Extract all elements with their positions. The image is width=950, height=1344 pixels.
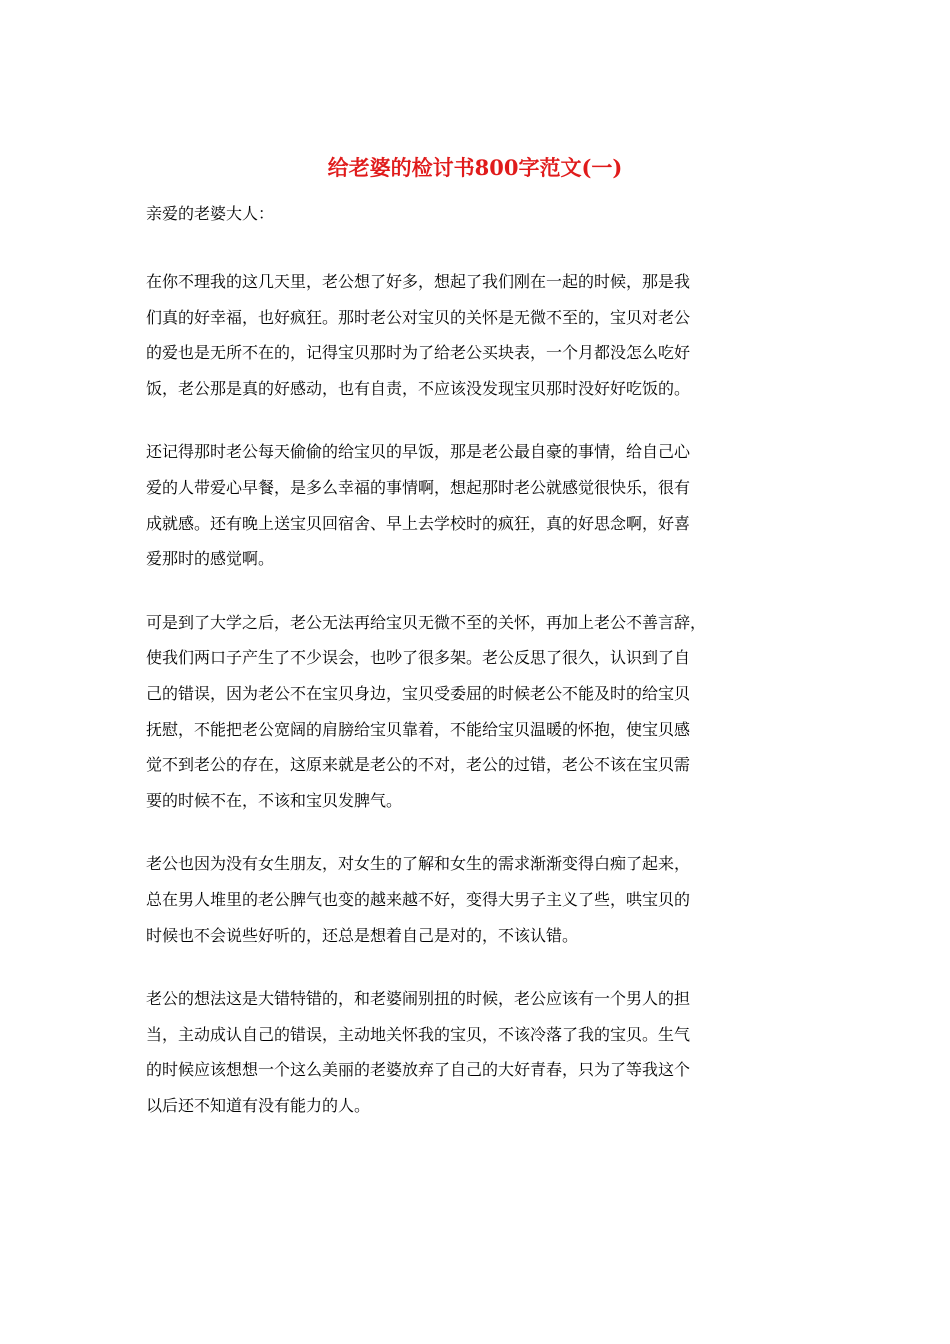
paragraph-line: 爱那时的感觉啊。 bbox=[146, 549, 275, 569]
paragraph-line: 老公也因为没有女生朋友，对女生的了解和女生的需求渐渐变得白痴了起来， bbox=[146, 854, 691, 874]
paragraph-line: 使我们两口子产生了不少误会，也吵了很多架。老公反思了很久，认识到了自 bbox=[146, 648, 691, 668]
paragraph bbox=[146, 846, 826, 953]
paragraph-line: 的时候应该想想一个这么美丽的老婆放弃了自己的大好青春，只为了等我这个 bbox=[146, 1060, 691, 1080]
paragraph-line: 成就感。还有晚上送宝贝回宿舍、早上去学校时的疯狂，真的好思念啊，好喜 bbox=[146, 513, 691, 533]
paragraph-line: 以后还不知道有没有能力的人。 bbox=[146, 1095, 371, 1115]
paragraph-line: 们真的好幸福，也好疯狂。那时老公对宝贝的关怀是无微不至的，宝贝对老公 bbox=[146, 307, 691, 327]
document-title: 给老婆的检讨书800字范文(一) bbox=[327, 155, 623, 180]
paragraph-line: 还记得那时老公每天偷偷的给宝贝的早饭，那是老公最自豪的事情，给自己心 bbox=[146, 442, 691, 462]
paragraph-line: 要的时候不在，不该和宝贝发脾气。 bbox=[146, 790, 403, 810]
paragraph-line: 在你不理我的这几天里，老公想了好多，想起了我们刚在一起的时候，那是我 bbox=[146, 272, 691, 291]
paragraph-line: 可是到了大学之后，老公无法再给宝贝无微不至的关怀，再加上老公不善言辞， bbox=[146, 612, 707, 632]
salutation: 亲爱的老婆大人： bbox=[146, 204, 275, 223]
paragraph-line: 抚慰，不能把老公宽阔的肩膀给宝贝靠着，不能给宝贝温暖的怀抱，使宝贝感 bbox=[146, 719, 691, 739]
paragraph-line: 饭，老公那是真的好感动，也有自责，不应该没发现宝贝那时没好好吃饭的。 bbox=[146, 378, 691, 398]
paragraph-line: 时候也不会说些好听的，还总是想着自己是对的，不该认错。 bbox=[146, 925, 579, 945]
document-body bbox=[146, 264, 826, 1151]
paragraph-line: 当，主动成认自己的错误，主动地关怀我的宝贝，不该冷落了我的宝贝。生气 bbox=[146, 1024, 691, 1044]
paragraph bbox=[146, 434, 826, 576]
paragraph-line: 己的错误，因为老公不在宝贝身边，宝贝受委屈的时候老公不能及时的给宝贝 bbox=[146, 683, 691, 703]
paragraph-line: 的爱也是无所不在的，记得宝贝那时为了给老公买块表，一个月都没怎么吃好 bbox=[146, 343, 691, 363]
paragraph-line: 觉不到老公的存在，这原来就是老公的不对，老公的过错，老公不该在宝贝需 bbox=[146, 755, 691, 775]
paragraph-line: 总在男人堆里的老公脾气也变的越来越不好，变得大男子主义了些，哄宝贝的 bbox=[146, 889, 691, 909]
paragraph bbox=[146, 981, 826, 1123]
paragraph-line: 老公的想法这是大错特错的，和老婆闹别扭的时候，老公应该有一个男人的担 bbox=[146, 989, 691, 1009]
paragraph-line: 爱的人带爱心早餐，是多么幸福的事情啊，想起那时老公就感觉很快乐，很有 bbox=[146, 477, 691, 497]
paragraph bbox=[146, 605, 826, 819]
paragraph bbox=[146, 264, 826, 406]
